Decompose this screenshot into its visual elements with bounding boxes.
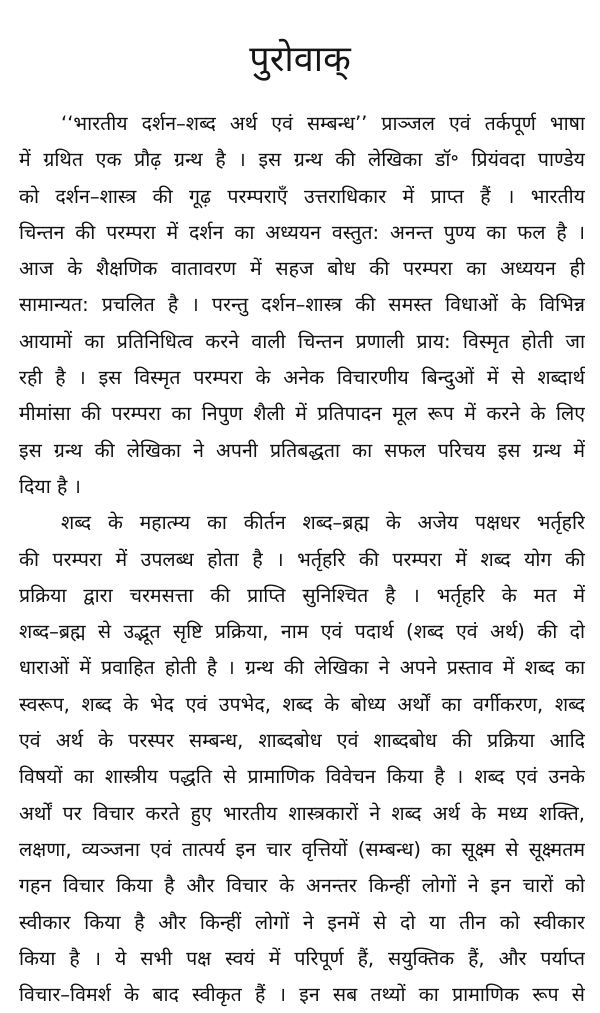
text-line: को दर्शन–शास्त्र की गूढ़ परम्पराएँ उत्तराधिकार में प्राप्त हैं । भारतीय [19,184,585,208]
paragraph-1 [19,106,585,505]
text-line: दिया है । [19,474,81,498]
text-line: धाराओं में प्रवाहित होती है । ग्रन्थ की लेखिका ने अपने प्रस्ताव में शब्द का [19,656,585,680]
page-title: पुरोवाक् [249,39,351,81]
text-line: मीमांसा की परम्परा का निपुण शैली में प्रतिपादन मूल रूप में करने के लिए [19,402,585,426]
text-line: आज के शैक्षणिक वातावरण में सहज बोध की परम्परा का अध्ययन ही [19,257,585,281]
text-line: ‘‘भारतीय दर्शन–शब्द अर्थ एवं सम्बन्ध’’ प्राञ्जल एवं तर्कपूर्ण भाषा [61,112,585,135]
text-line: की परम्परा में उपलब्ध होता है । भर्तृहरि की परम्परा में शब्द योग की [19,547,585,571]
body-text [19,106,585,1013]
text-line: आयामों का प्रतिनिधित्व करने वाली चिन्तन प्रणाली प्राय: विस्मृत होती जा [19,329,585,353]
paragraph-2 [19,505,585,1013]
text-line: गहन विचार किया है और विचार के अनन्तर किन्हीं लोगों ने इन चारों को [19,874,585,898]
text-line: रही है । इस विस्मृत परम्परा के अनेक विचारणीय बिन्दुओं में से शब्दार्थ [19,366,585,390]
text-line: लक्षणा, व्यञ्जना एवं तात्पर्य इन चार वृत्तियों (सम्बन्ध) का सूक्ष्म से सूक्ष्मतम [19,837,585,861]
text-line: स्वीकार किया है और किन्हीं लोगों ने इनमें से दो या तीन को स्वीकार [19,910,585,934]
text-line: सामान्यत: प्रचलित है । परन्तु दर्शन–शास्त्र की समस्त विधाओं के विभिन्न [19,293,585,317]
text-line: विषयों का शास्त्रीय पद्धति से प्रामाणिक विवेचन किया है । शब्द एवं उनके [19,765,585,789]
text-line: में ग्रथित एक प्रौढ़ ग्रन्थ है । इस ग्रन्थ की लेखिका डॉ॰ प्रियंवदा पाण्डेय [19,148,585,172]
text-line: विचार–विमर्श के बाद स्वीकृत हैं । इन सब तथ्यों का प्रामाणिक रूप से [19,983,585,1007]
text-line: एवं अर्थ के परस्पर सम्बन्ध, शाब्दबोध एवं शाब्दबोध की प्रक्रिया आदि [19,729,585,753]
text-line: इस ग्रन्थ की लेखिका ने अपनी प्रतिबद्धता का सफल परिचय इस ग्रन्थ में [19,438,585,462]
text-line: अर्थों पर विचार करते हुए भारतीय शास्त्रकारों ने शब्द अर्थ के मध्य शक्ति, [19,801,585,825]
text-line: प्रक्रिया द्वारा चरमसत्ता की प्राप्ति सुनिश्चित है । भर्तृहरि के मत में [19,583,585,607]
text-line: किया है । ये सभी पक्ष स्वयं में परिपूर्ण हैं, सयुक्तिक हैं, और पर्याप्त [19,946,585,970]
text-line: स्वरूप, शब्द के भेद एवं उपभेद, शब्द के बोध्य अर्थों का वर्गीकरण, शब्द [19,692,585,716]
text-line: शब्द–ब्रह्म से उद्भूत सृष्टि प्रक्रिया, नाम एवं पदार्थ (शब्द एवं अर्थ) की दो [19,620,585,644]
text-line: चिन्तन की परम्परा में दर्शन का अध्ययन वस्तुत: अनन्त पुण्य का फल है । [19,220,585,244]
text-line: शब्द के महात्म्य का कीर्तन शब्द–ब्रह्म के अजेय पक्षधर भर्तृहरि [61,511,585,535]
